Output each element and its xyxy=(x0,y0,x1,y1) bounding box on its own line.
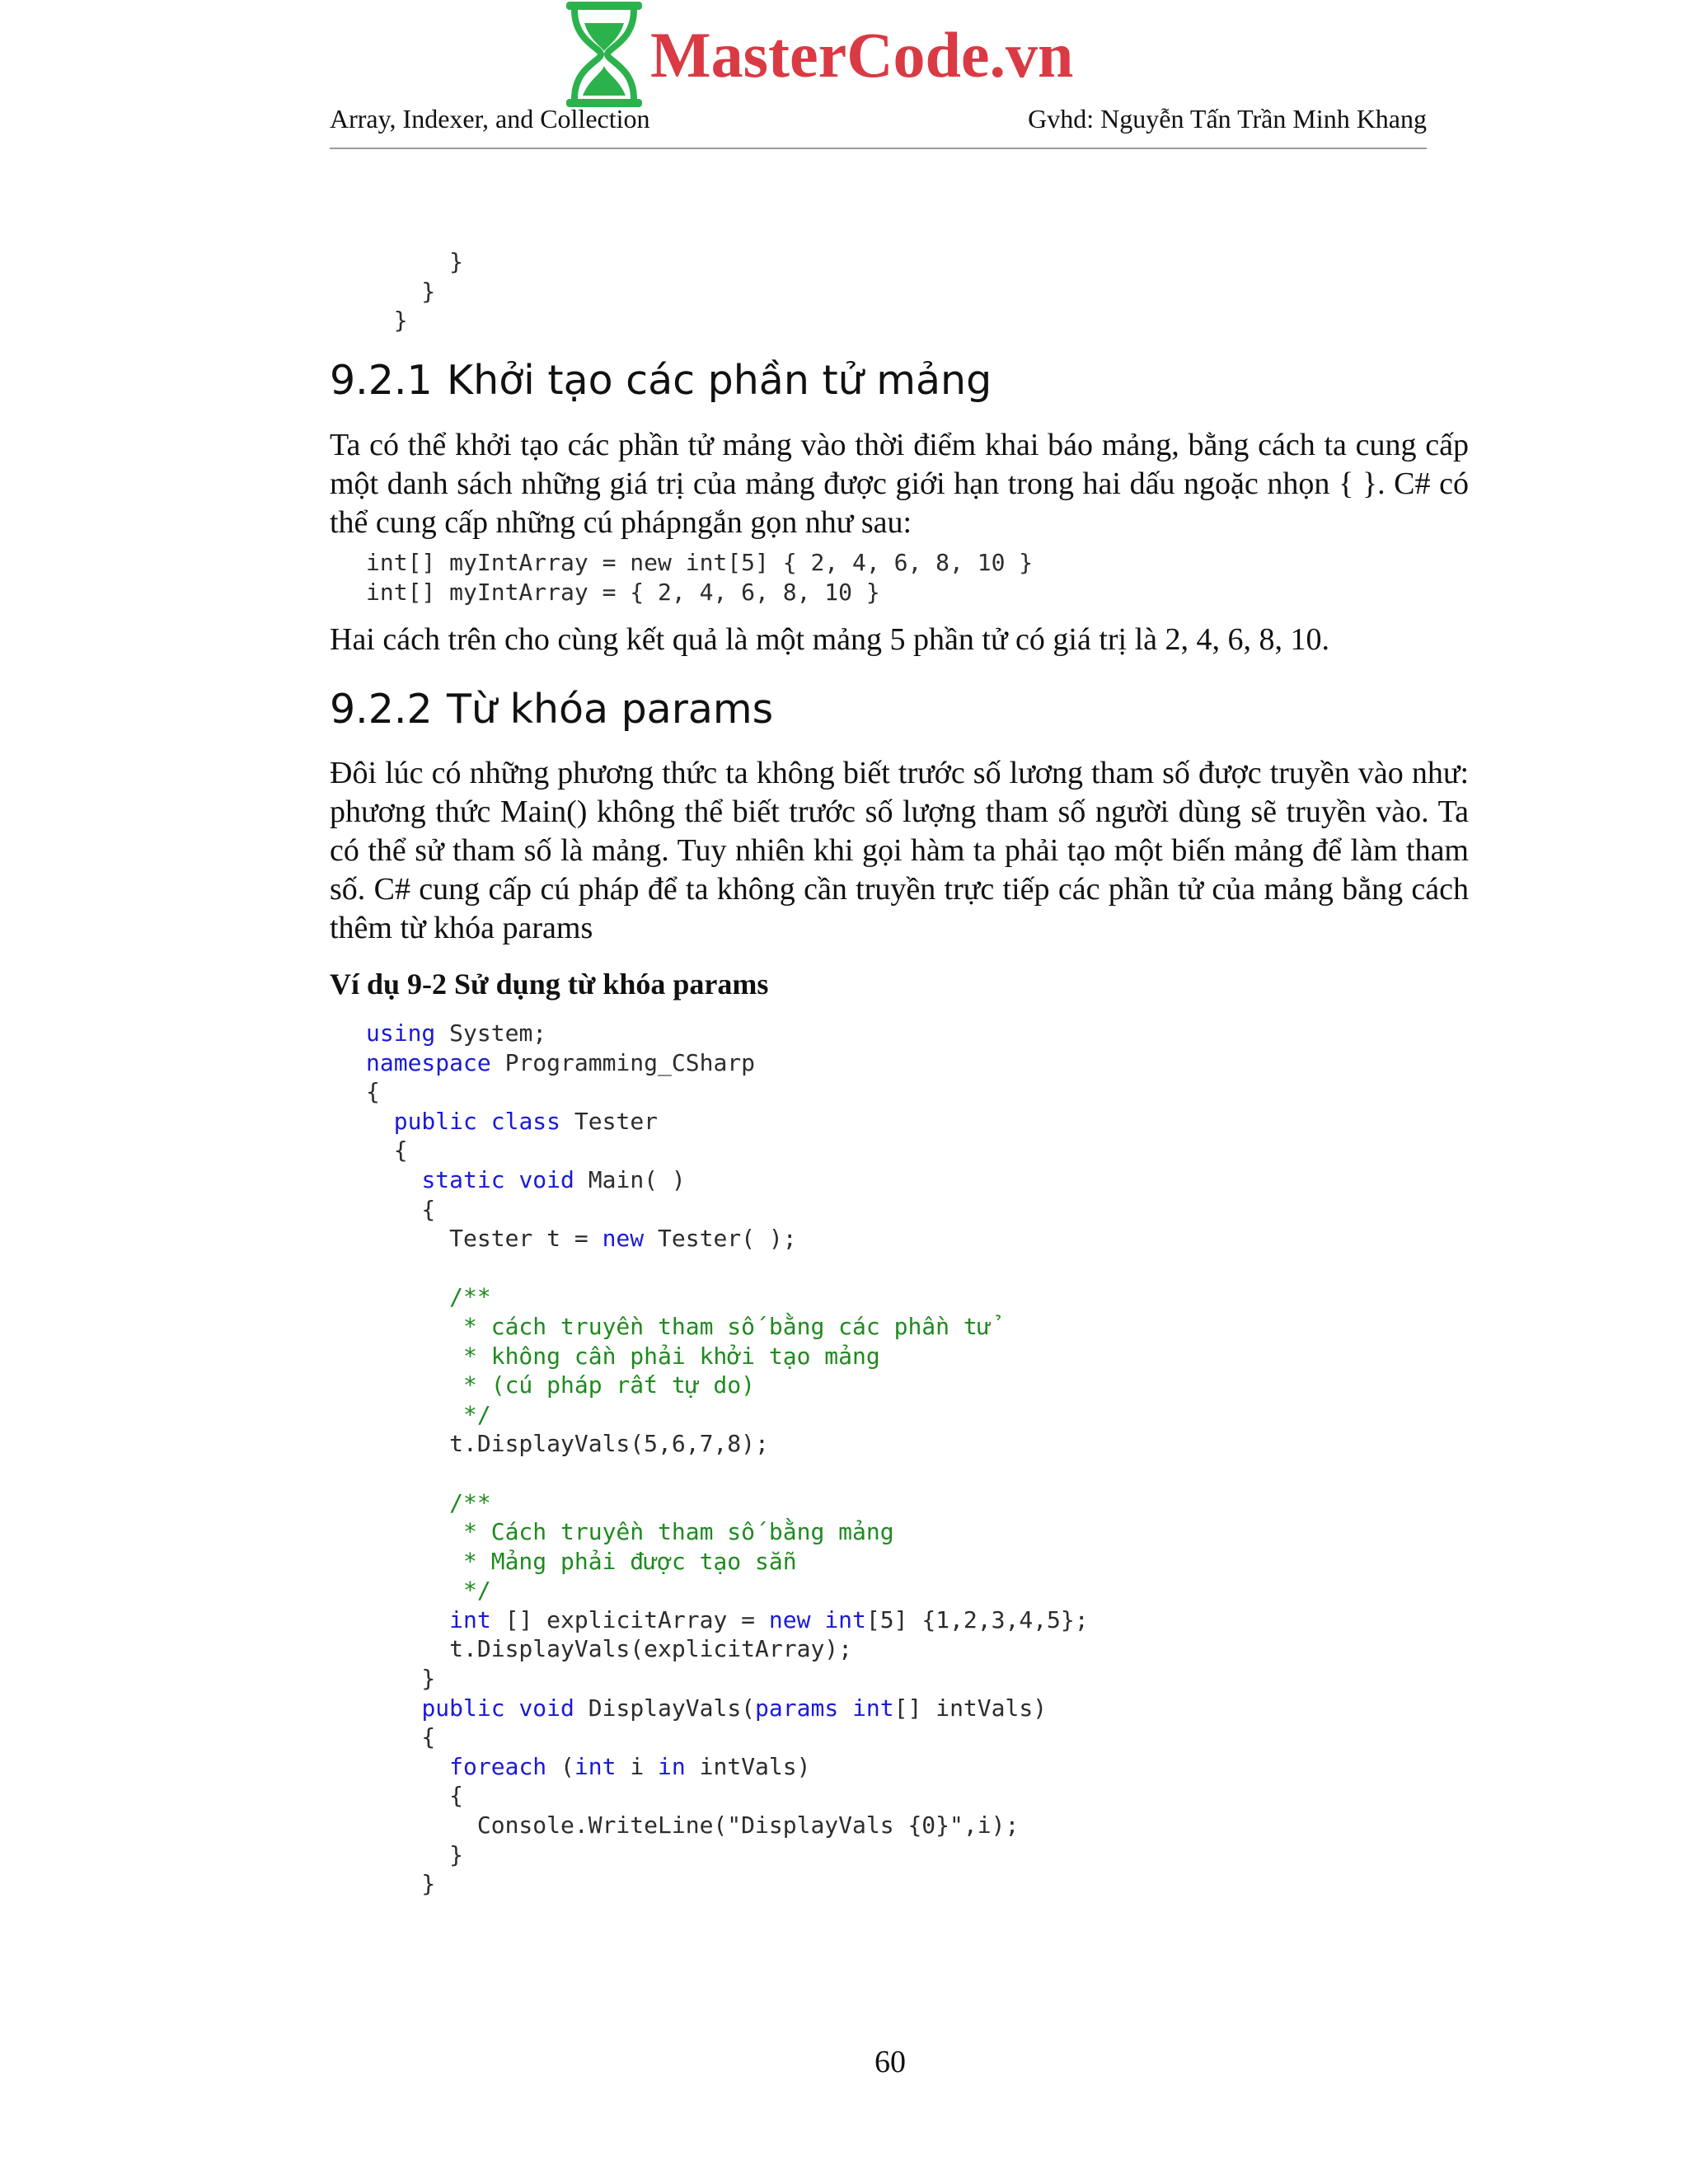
code-line: */ xyxy=(366,1400,491,1428)
code-line: int [] explicitArray = new int[5] {1,2,3,4,5}; xyxy=(449,1605,1089,1633)
paragraph-params: Đôi lúc có những phương thức ta không biết trước số lương tham số được truyền vào như: phương thức Main() không thể biết trước số lượng tham số người dùng sẽ truyền vào. Ta có thể sử tham số là mảng. Tuy nhiên khi gọi hàm ta phải tạo một biến mảng để làm tham số. C# cung cấp cú pháp để ta không cần truyền trực tiếp các phần tử của mảng bằng cách thêm từ khóa params xyxy=(330,756,1469,945)
code-line: { xyxy=(366,1723,436,1751)
header-left-title: Array, Indexer, and Collection xyxy=(330,104,650,134)
example-caption: Ví dụ 9-2 Sử dụng từ khóa params xyxy=(330,968,769,1001)
logo-text: MasterCode.vn xyxy=(650,19,1074,91)
code-line: Tester t = new Tester( ); xyxy=(366,1225,797,1253)
code-line: { xyxy=(366,1195,436,1223)
code-line: } xyxy=(366,248,464,275)
logo xyxy=(565,0,1109,109)
section-number: 9.2.2 xyxy=(330,686,433,733)
code-block-array-init xyxy=(366,548,1033,607)
header-right-author: Gvhd: Nguyễn Tấn Trần Minh Khang xyxy=(1028,104,1427,134)
code-line: { xyxy=(366,1782,464,1810)
code-line: * cách truyền tham số bằng các phần tử xyxy=(366,1312,992,1340)
code-line: */ xyxy=(366,1577,491,1605)
code-line: * (cú pháp rất tự do) xyxy=(366,1371,756,1399)
code-block-top xyxy=(366,247,463,335)
code-line: public void DisplayVals(params int[] intVals) xyxy=(421,1694,1048,1722)
code-block-example xyxy=(366,1019,1089,1899)
paragraph-result: Hai cách trên cho cùng kết quả là một mảng 5 phần tử có giá trị là 2, 4, 6, 8, 10. xyxy=(330,622,1330,657)
code-line: t.DisplayVals(5,6,7,8); xyxy=(366,1430,769,1458)
paragraph-initialize-array: Ta có thể khởi tạo các phần tử mảng vào thời điểm khai báo mảng, bằng cách ta cung cấp một danh sách những giá trị của mảng được giới hạn trong hai dấu ngoặc nhọn { }. C# có thể cung cấp những cú phápngắn gọn như sau: xyxy=(330,428,1469,540)
code-line: } xyxy=(366,307,408,335)
code-line xyxy=(366,1459,1089,1488)
code-line: Console.WriteLine("DisplayVals {0}",i); xyxy=(366,1811,1020,1840)
code-line: /** xyxy=(366,1283,491,1311)
page-number: 60 xyxy=(874,2045,906,2079)
code-line: { xyxy=(366,1078,380,1106)
code-line: } xyxy=(366,1665,436,1693)
section-heading-9-2-2 xyxy=(330,686,773,733)
code-line: int[] myIntArray = { 2, 4, 6, 8, 10 } xyxy=(366,578,880,606)
code-line: /** xyxy=(366,1488,491,1516)
code-line: * Cách truyền tham số bằng mảng xyxy=(366,1518,894,1546)
code-line: } xyxy=(366,1840,464,1868)
code-line: int[] myIntArray = new int[5] { 2, 4, 6, 8, 10 } xyxy=(366,549,1034,576)
code-line: t.DisplayVals(explicitArray); xyxy=(366,1635,853,1663)
code-line: * không cần phải khởi tạo mảng xyxy=(366,1342,880,1370)
code-line: { xyxy=(366,1137,408,1165)
code-line: public class Tester xyxy=(393,1107,659,1135)
code-line: namespace Programming_CSharp xyxy=(366,1048,756,1076)
hourglass-icon xyxy=(565,0,644,109)
code-line: * Mảng phải được tạo sẵn xyxy=(366,1547,797,1575)
section-number: 9.2.1 xyxy=(330,357,433,404)
section-title: Từ khóa params xyxy=(447,686,774,733)
code-line: foreach (int i in intVals) xyxy=(449,1752,811,1780)
code-line: } xyxy=(366,1870,436,1898)
code-line: } xyxy=(366,277,436,305)
code-line: using System; xyxy=(366,1019,547,1047)
section-title: Khởi tạo các phần tử mảng xyxy=(447,357,992,404)
code-line xyxy=(366,1254,1089,1283)
code-line: static void Main( ) xyxy=(421,1165,686,1193)
section-heading-9-2-1 xyxy=(330,357,992,404)
header-divider xyxy=(330,148,1427,149)
